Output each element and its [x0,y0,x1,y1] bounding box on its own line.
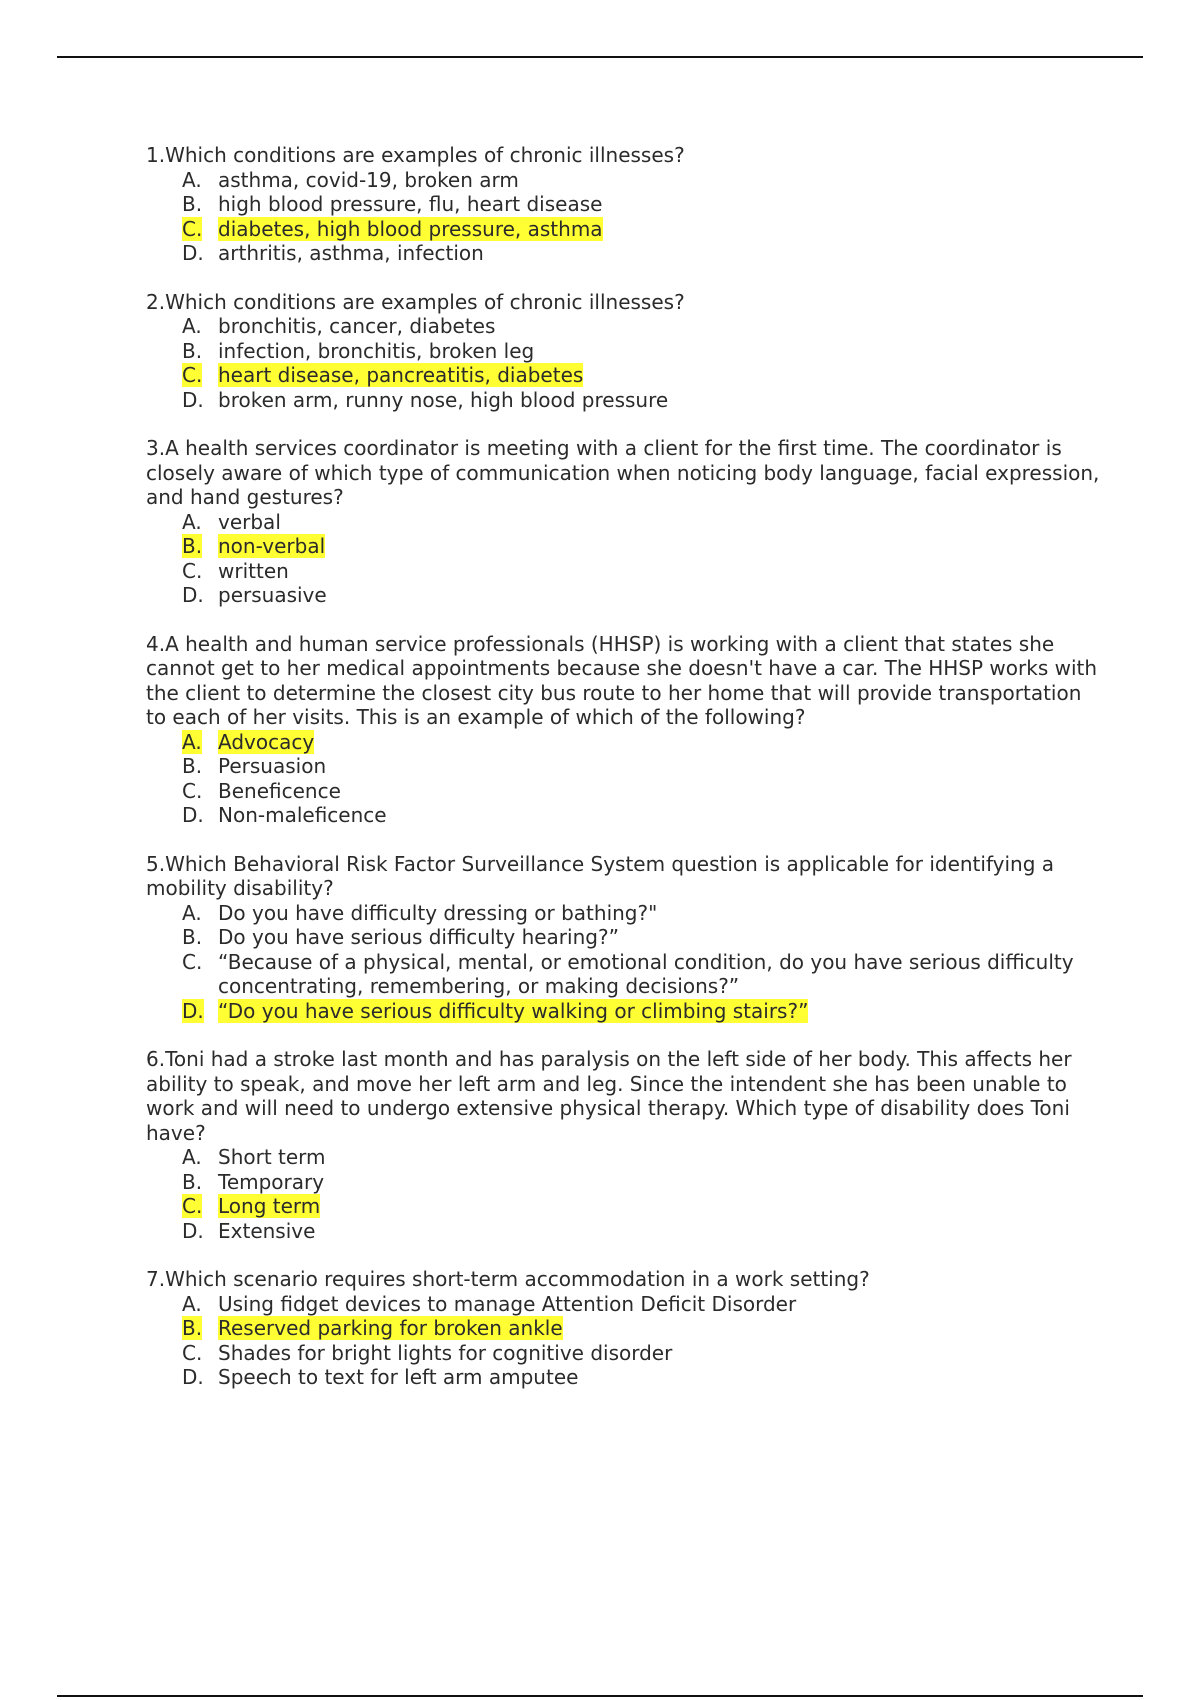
option-text: Persuasion [218,754,327,778]
option-letter: D. [182,998,204,1023]
question-text: Which conditions are examples of chronic illnesses? [165,289,685,314]
answer-option [182,1292,1106,1317]
option-letter: A. [182,167,202,192]
option-letter-cell [182,534,218,559]
option-letter-cell [182,1365,218,1390]
option-text-cell [218,950,1106,999]
option-letter-cell [182,950,218,999]
option-letter: B. [182,338,203,363]
quiz-document [146,143,1106,1414]
answer-options [146,730,1106,828]
option-letter-cell [182,388,218,413]
question-number: 5. [146,851,166,876]
option-text: infection, bronchitis, broken leg [218,338,535,363]
option-letter: C. [182,363,203,387]
option-text-cell [218,730,1106,755]
option-letter: D. [182,803,204,827]
option-text: Temporary [218,1169,325,1194]
answer-option-correct [182,534,1106,559]
option-text: Do you have serious difficulty hearing?” [218,925,619,949]
answer-option-correct [182,363,1106,388]
answer-option [182,168,1106,193]
answer-option [182,1170,1106,1195]
answer-options [146,510,1106,608]
header-rule [57,56,1143,58]
answer-option [182,925,1106,950]
answer-options [146,314,1106,412]
option-letter: C. [182,778,203,803]
option-text-cell [218,925,1106,950]
question-6 [146,1047,1106,1243]
option-letter-cell [182,1341,218,1366]
question-number: 4. [146,631,166,656]
answer-options [146,901,1106,1024]
option-letter-cell [182,510,218,535]
option-text-cell [218,510,1106,535]
question-number: 6. [146,1047,166,1071]
question-text: Which Behavioral Risk Factor Surveillance System question is applicable for identifying a mobility disability? [146,851,1055,900]
answer-option [182,754,1106,779]
answer-option [182,339,1106,364]
option-text: broken arm, runny nose, high blood pressure [218,387,669,412]
question-text: Which conditions are examples of chronic illnesses? [165,143,685,167]
question-text: Which scenario requires short-term accommodation in a work setting? [165,1267,870,1291]
question-stem [146,290,1106,315]
option-letter-cell [182,730,218,755]
option-letter: C. [182,1194,203,1218]
question-3 [146,436,1106,608]
question-stem [146,632,1106,730]
option-letter-cell [182,779,218,804]
option-letter-cell [182,803,218,828]
question-stem [146,852,1106,901]
option-letter-cell [182,1316,218,1341]
question-stem [146,143,1106,168]
answer-option [182,559,1106,584]
option-letter: A. [182,314,202,338]
option-letter: B. [182,1169,203,1194]
option-text: Non-maleficence [218,803,387,827]
option-text: Do you have difficulty dressing or bathing?" [218,900,658,925]
option-letter-cell [182,1194,218,1219]
option-text: “Because of a physical, mental, or emotional condition, do you have serious difficulty concentrating, remembering, or making decisions?” [218,949,1074,998]
option-letter-cell [182,314,218,339]
option-letter: C. [182,216,203,241]
option-text: “Do you have serious difficulty walking or climbing stairs?” [218,998,809,1023]
option-letter: C. [182,1340,203,1365]
option-letter-cell [182,217,218,242]
option-text: Using fidget devices to manage Attention Deficit Disorder [218,1291,797,1316]
option-text-cell [218,363,1106,388]
option-text-cell [218,559,1106,584]
option-text: asthma, covid-19, broken arm [218,167,519,192]
answer-options [146,1145,1106,1243]
option-text: persuasive [218,583,327,607]
question-stem [146,436,1106,510]
answer-option [182,901,1106,926]
option-text: Beneficence [218,778,341,803]
question-text: A health and human service professionals (HHSP) is working with a client that states she cannot get to her medical appointments because she doesn't have a car. The HHSP works with the client to determine the closest city bus route to her home that will provide transportation to each of her visits. This is an example of which of the following? [146,631,1098,729]
option-text-cell [218,803,1106,828]
option-text: diabetes, high blood pressure, asthma [218,216,603,241]
answer-option [182,583,1106,608]
option-text-cell [218,1316,1106,1341]
answer-option [182,314,1106,339]
answer-option [182,1365,1106,1390]
option-letter-cell [182,1292,218,1317]
option-letter: A. [182,729,202,754]
option-letter: D. [182,583,204,607]
option-text: arthritis, asthma, infection [218,241,484,265]
option-text-cell [218,1292,1106,1317]
option-text: heart disease, pancreatitis, diabetes [218,363,584,387]
answer-option [182,1341,1106,1366]
option-letter-cell [182,363,218,388]
question-2 [146,290,1106,413]
option-letter: B. [182,925,203,949]
answer-option-correct [182,217,1106,242]
option-letter: B. [182,534,203,558]
answer-option [182,241,1106,266]
option-text: Reserved parking for broken ankle [218,1316,563,1340]
option-text: high blood pressure, flu, heart disease [218,192,603,216]
option-text-cell [218,779,1106,804]
option-text: Advocacy [218,729,315,754]
option-letter-cell [182,583,218,608]
option-text: Long term [218,1194,321,1218]
question-number: 7. [146,1267,166,1291]
answer-options [146,1292,1106,1390]
footer-rule [57,1695,1143,1697]
answer-option [182,779,1106,804]
option-letter-cell [182,559,218,584]
question-text: A health services coordinator is meeting with a client for the first time. The coordinator is closely aware of which type of communication when noticing body language, facial expression, and hand gestures? [146,436,1100,509]
answer-option [182,950,1106,999]
option-text-cell [218,1145,1106,1170]
question-stem [146,1267,1106,1292]
answer-option-correct [182,1194,1106,1219]
option-text: verbal [218,509,281,534]
question-5 [146,852,1106,1024]
option-letter: B. [182,754,203,778]
question-number: 3. [146,436,166,460]
answer-option [182,192,1106,217]
question-text: Toni had a stroke last month and has paralysis on the left side of her body. This affects her ability to speak, and move her left arm and leg. Since the intendent she has been unable to work and will need to undergo extensive physical therapy. Which type of disability does Toni have? [146,1047,1072,1145]
option-letter: A. [182,1291,202,1316]
question-1 [146,143,1106,266]
option-letter: B. [182,1316,203,1340]
option-text-cell [218,314,1106,339]
question-7 [146,1267,1106,1390]
answer-option [182,803,1106,828]
option-letter-cell [182,339,218,364]
option-letter: D. [182,1218,204,1243]
question-stem [146,1047,1106,1145]
option-letter-cell [182,901,218,926]
option-letter: D. [182,387,204,412]
answer-option-correct [182,999,1106,1024]
option-text: Shades for bright lights for cognitive disorder [218,1340,673,1365]
option-letter: A. [182,1145,202,1169]
option-text-cell [218,1170,1106,1195]
option-letter: A. [182,509,202,534]
option-text-cell [218,1194,1106,1219]
option-letter-cell [182,1219,218,1244]
answer-option [182,388,1106,413]
question-number: 2. [146,289,166,314]
question-number: 1. [146,143,166,167]
option-text-cell [218,388,1106,413]
option-text-cell [218,1341,1106,1366]
option-text-cell [218,168,1106,193]
option-text-cell [218,192,1106,217]
option-letter-cell [182,1170,218,1195]
option-text: written [218,558,289,583]
option-letter: D. [182,241,204,265]
option-text-cell [218,534,1106,559]
option-letter-cell [182,1145,218,1170]
option-text: bronchitis, cancer, diabetes [218,314,496,338]
option-letter-cell [182,168,218,193]
answer-options [146,168,1106,266]
option-letter-cell [182,192,218,217]
option-letter: D. [182,1365,204,1389]
option-text: Extensive [218,1218,316,1243]
answer-option-correct [182,1316,1106,1341]
option-letter-cell [182,241,218,266]
option-text-cell [218,339,1106,364]
option-text-cell [218,1365,1106,1390]
option-letter: B. [182,192,203,216]
option-text-cell [218,754,1106,779]
option-text-cell [218,1219,1106,1244]
option-text: non-verbal [218,534,326,558]
option-letter: A. [182,900,202,925]
option-text: Speech to text for left arm amputee [218,1365,579,1389]
answer-option-correct [182,730,1106,755]
option-letter-cell [182,999,218,1024]
answer-option [182,1145,1106,1170]
option-text-cell [218,217,1106,242]
option-text-cell [218,999,1106,1024]
answer-option [182,1219,1106,1244]
option-text-cell [218,583,1106,608]
option-letter: C. [182,558,203,583]
option-letter: C. [182,949,203,974]
answer-option [182,510,1106,535]
option-letter-cell [182,925,218,950]
option-text: Short term [218,1145,326,1169]
option-text-cell [218,901,1106,926]
question-4 [146,632,1106,828]
option-text-cell [218,241,1106,266]
option-letter-cell [182,754,218,779]
